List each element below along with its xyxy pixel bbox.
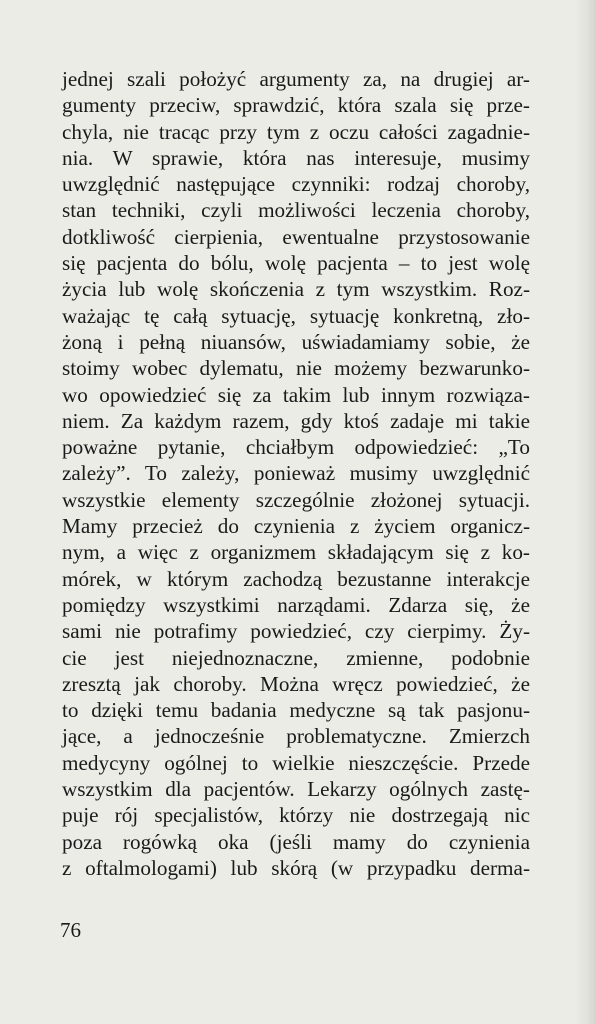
text-line: zresztą jak choroby. Można wręcz powiedzieć, że <box>62 671 530 696</box>
text-line: nia. W sprawie, która nas interesuje, musimy <box>62 145 530 170</box>
text-line: wszystkim dla pacjentów. Lekarzy ogólnych zastę- <box>62 777 530 802</box>
text-line: sami nie potrafimy powiedzieć, czy cierpimy. Ży- <box>62 619 530 644</box>
text-line: jednej szali położyć argumenty za, na drugiej ar- <box>62 67 530 91</box>
body-text <box>62 66 530 881</box>
text-line: poważne pytanie, chciałbym odpowiedzieć: „To <box>62 435 530 460</box>
text-line: Mamy przecież do czynienia z życiem organicz- <box>62 514 530 539</box>
text-line: dotkliwość cierpienia, ewentualne przystosowanie <box>62 224 530 249</box>
text-line: wszystkie elementy szczególnie złożonej sytuacji. <box>62 487 530 512</box>
text-line: medycyny ogólnej to wielkie nieszczęście. Przede <box>62 750 530 775</box>
text-line: wo opowiedzieć się za takim lub innym rozwiąza- <box>62 382 530 407</box>
text-line: gumenty przeciw, sprawdzić, która szala się prze- <box>62 93 530 118</box>
page-number: 76 <box>60 918 81 942</box>
text-line: poza rogówką oka (jeśli mamy do czynienia <box>62 829 530 854</box>
page-edge-shadow <box>574 0 596 1024</box>
text-line: stoimy wobec dylematu, nie możemy bezwarunko- <box>62 356 530 381</box>
text-line: ważając tę całą sytuację, sytuację konkretną, zło- <box>62 303 530 328</box>
text-line: chyla, nie tracąc przy tym z oczu całości zagadnie- <box>62 119 530 144</box>
text-line: z oftalmologami) lub skórą (w przypadku derma- <box>62 855 530 880</box>
text-line: cie jest niejednoznaczne, zmienne, podobnie <box>62 645 530 670</box>
text-line: jące, a jednocześnie problematyczne. Zmierzch <box>62 724 530 749</box>
text-line: nym, a więc z organizmem składającym się z ko- <box>62 540 530 565</box>
text-line: życia lub wolę skończenia z tym wszystkim. Roz- <box>62 277 530 302</box>
text-line: mórek, w którym zachodzą bezustanne interakcje <box>62 566 530 591</box>
text-line: puje rój specjalistów, którzy nie dostrzegają nic <box>62 803 530 828</box>
text-line: niem. Za każdym razem, gdy ktoś zadaje mi takie <box>62 408 530 433</box>
text-line: stan techniki, czyli możliwości leczenia choroby, <box>62 198 530 223</box>
text-line: zależy”. To zależy, ponieważ musimy uwzględnić <box>62 461 530 486</box>
text-line: uwzględnić następujące czynniki: rodzaj choroby, <box>62 172 530 197</box>
text-line: żoną i pełną niuansów, uświadamiamy sobie, że <box>62 329 530 354</box>
text-line: to dzięki temu badania medyczne są tak pasjonu- <box>62 698 530 723</box>
text-line: się pacjenta do bólu, wolę pacjenta – to jest wolę <box>62 251 530 276</box>
text-line: pomiędzy wszystkimi narządami. Zdarza się, że <box>62 592 530 617</box>
